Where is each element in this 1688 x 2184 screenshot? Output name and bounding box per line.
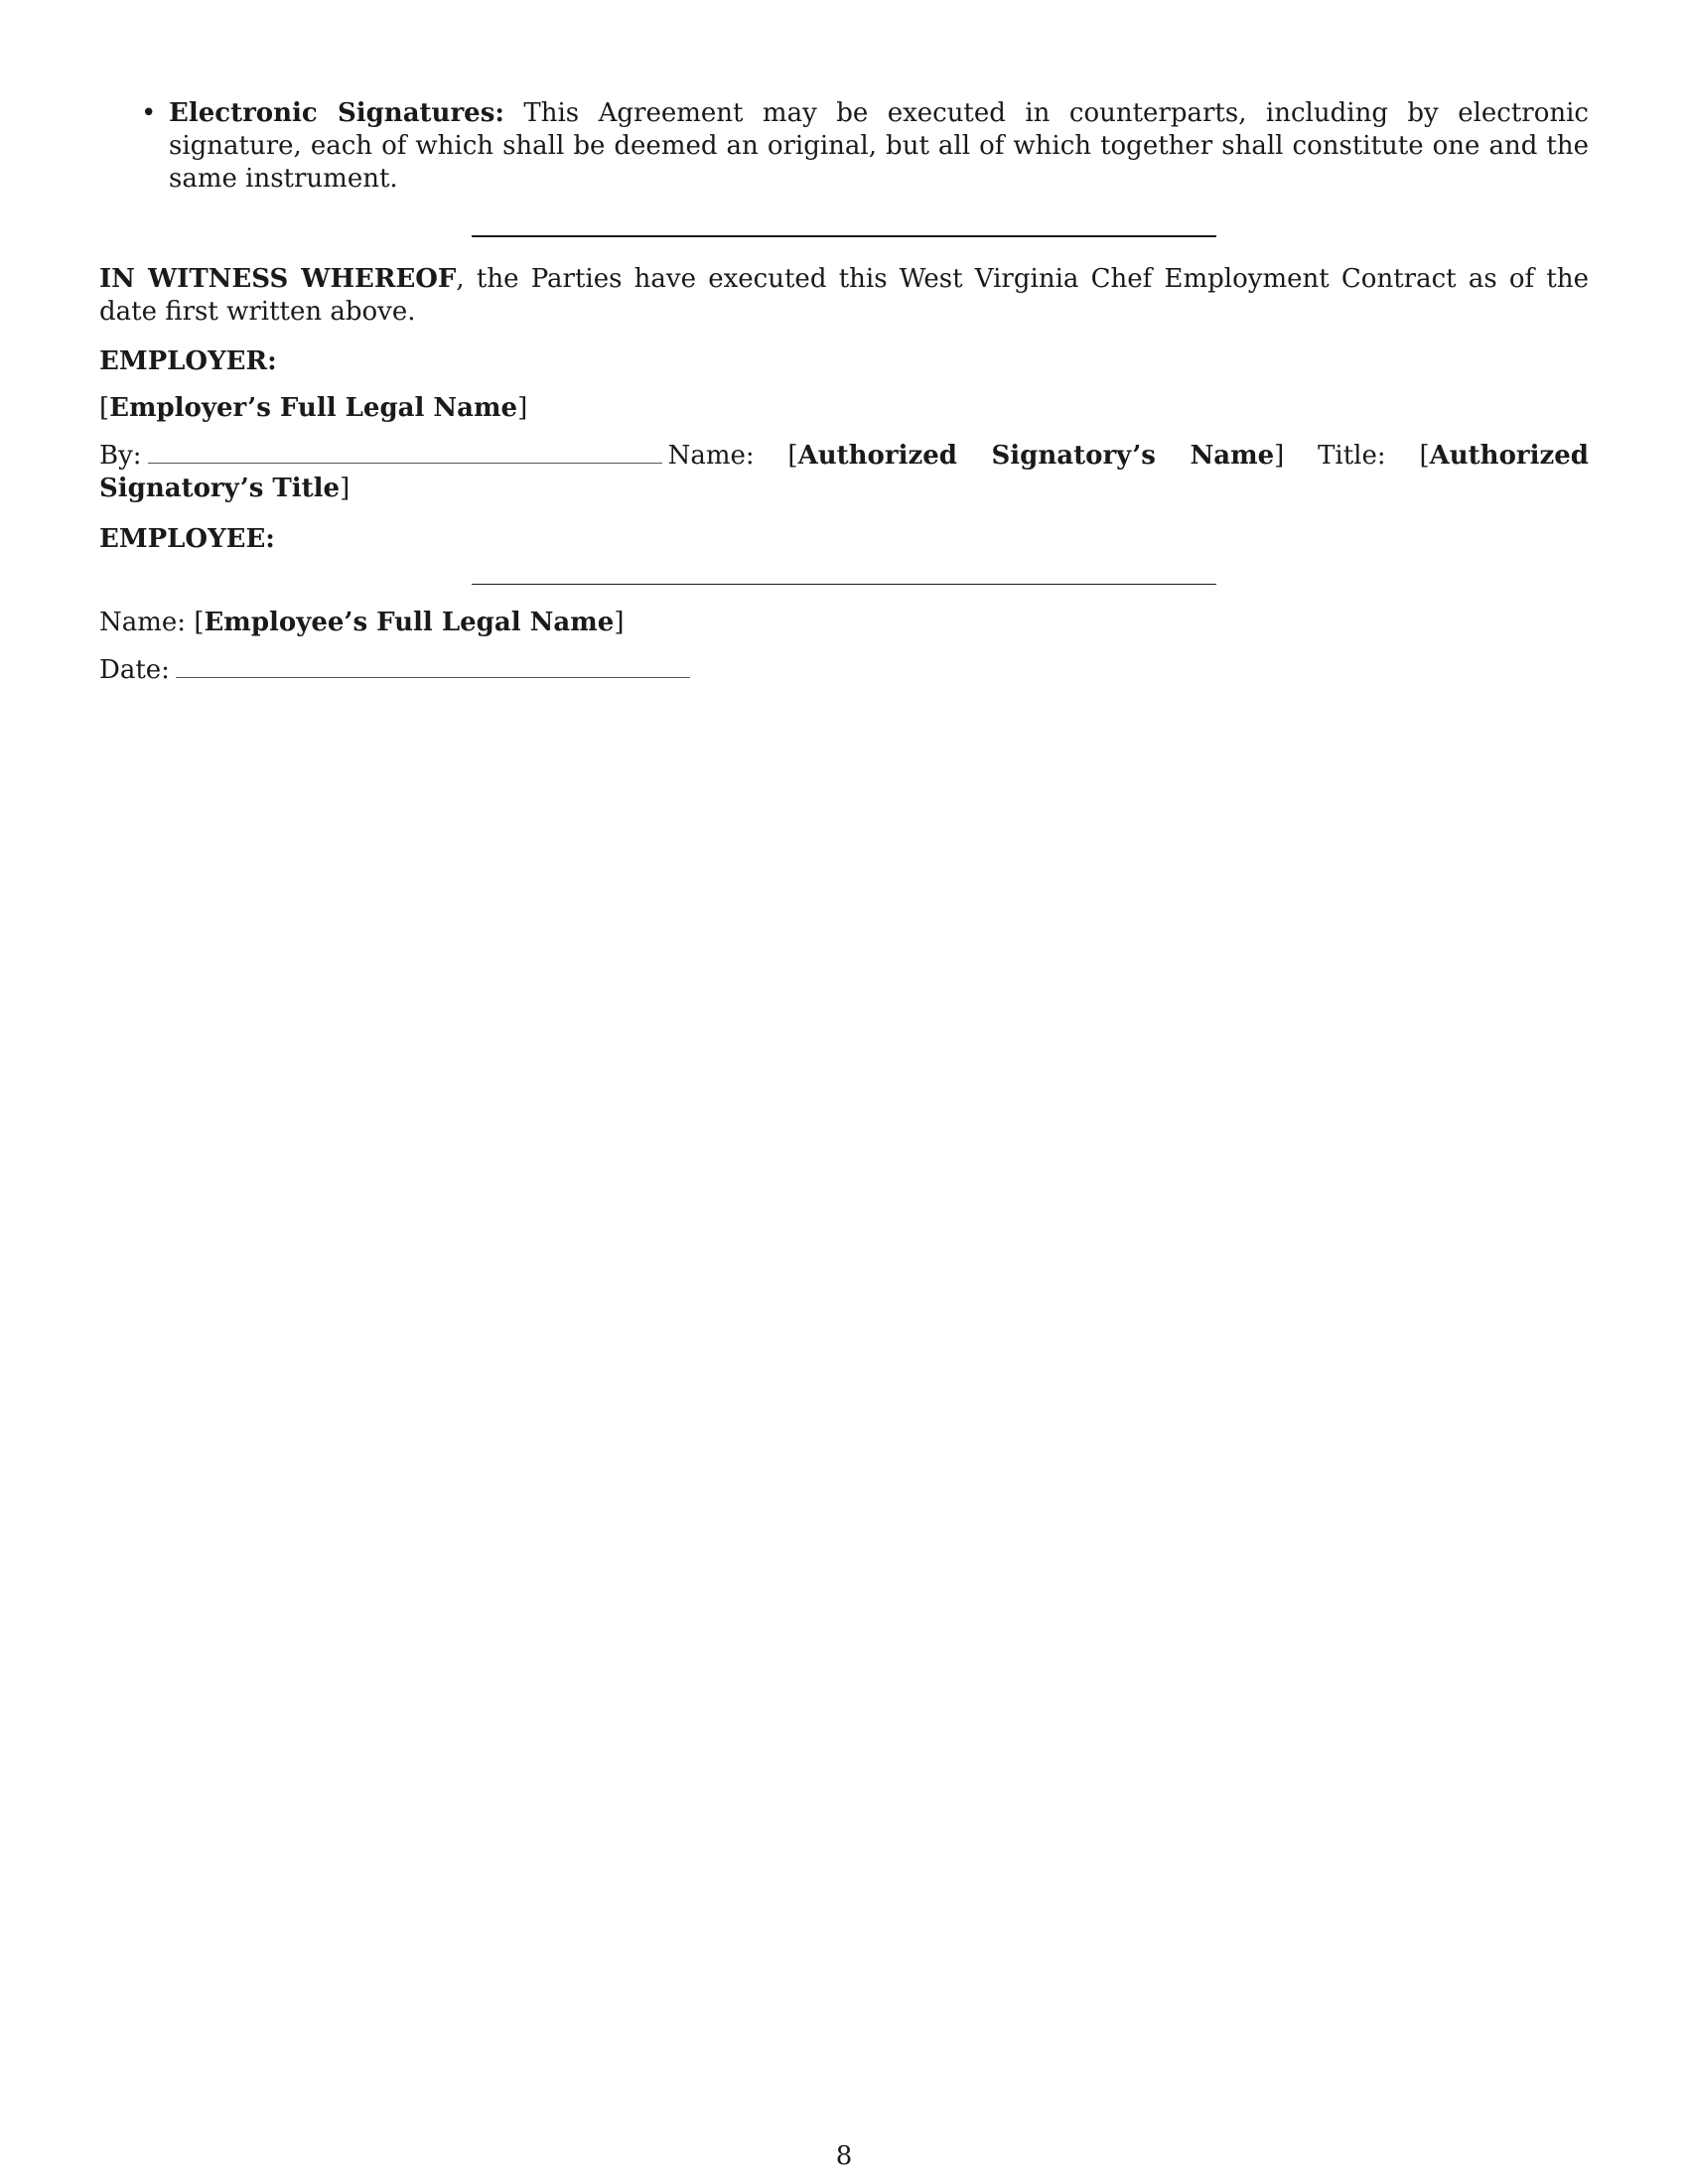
employer-name-line: [Employer’s Full Legal Name] [99, 393, 528, 423]
employer-heading: EMPLOYER: [99, 346, 277, 376]
page-content [99, 97, 1589, 704]
date-signature-line[interactable] [176, 653, 690, 678]
employer-signature-line[interactable] [148, 439, 662, 464]
witness-text: , the Parties have executed this West Virginia Chef Employment Contract as of the date first written above. [99, 264, 1590, 327]
bullet-icon: • [141, 98, 157, 128]
employee-name-placeholder: Employee’s Full Legal Name [204, 608, 615, 637]
signatory-title-label: Title: [1318, 441, 1386, 471]
by-label: By: [99, 441, 142, 471]
page-number: 8 [835, 2141, 853, 2171]
signatory-title-placeholder: Authorized Signatory’s Title [99, 441, 1589, 503]
section-divider [472, 235, 1216, 237]
clause-list [99, 97, 1589, 196]
clause-heading: Electronic Signatures: [169, 98, 504, 128]
witness-lead: IN WITNESS WHEREOF [99, 264, 457, 294]
clause-text: This Agreement may be executed in counterparts, including by electronic signature, each of which shall be deemed an original, but all of which together shall constitute one and the same instrument. [169, 98, 1589, 194]
electronic-signatures-clause [99, 97, 1589, 196]
date-label: Date: [99, 655, 170, 685]
signatory-name-label: Name: [667, 441, 755, 471]
employee-signature-line[interactable] [472, 584, 1216, 585]
employee-heading: EMPLOYEE: [99, 524, 275, 554]
signatory-name-placeholder: Authorized Signatory’s Name [797, 441, 1275, 471]
employee-name-label: Name: [99, 608, 187, 637]
employer-signature-block: By: Name: [Authorized Signatory’s Name] Title: [Authorized Signatory’s Title] [99, 441, 1589, 503]
employee-date-line [99, 653, 1589, 687]
employer-name-placeholder: Employer’s Full Legal Name [109, 393, 518, 423]
witness-paragraph [99, 263, 1589, 329]
employee-name-line: Name: [Employee’s Full Legal Name] [99, 608, 625, 637]
